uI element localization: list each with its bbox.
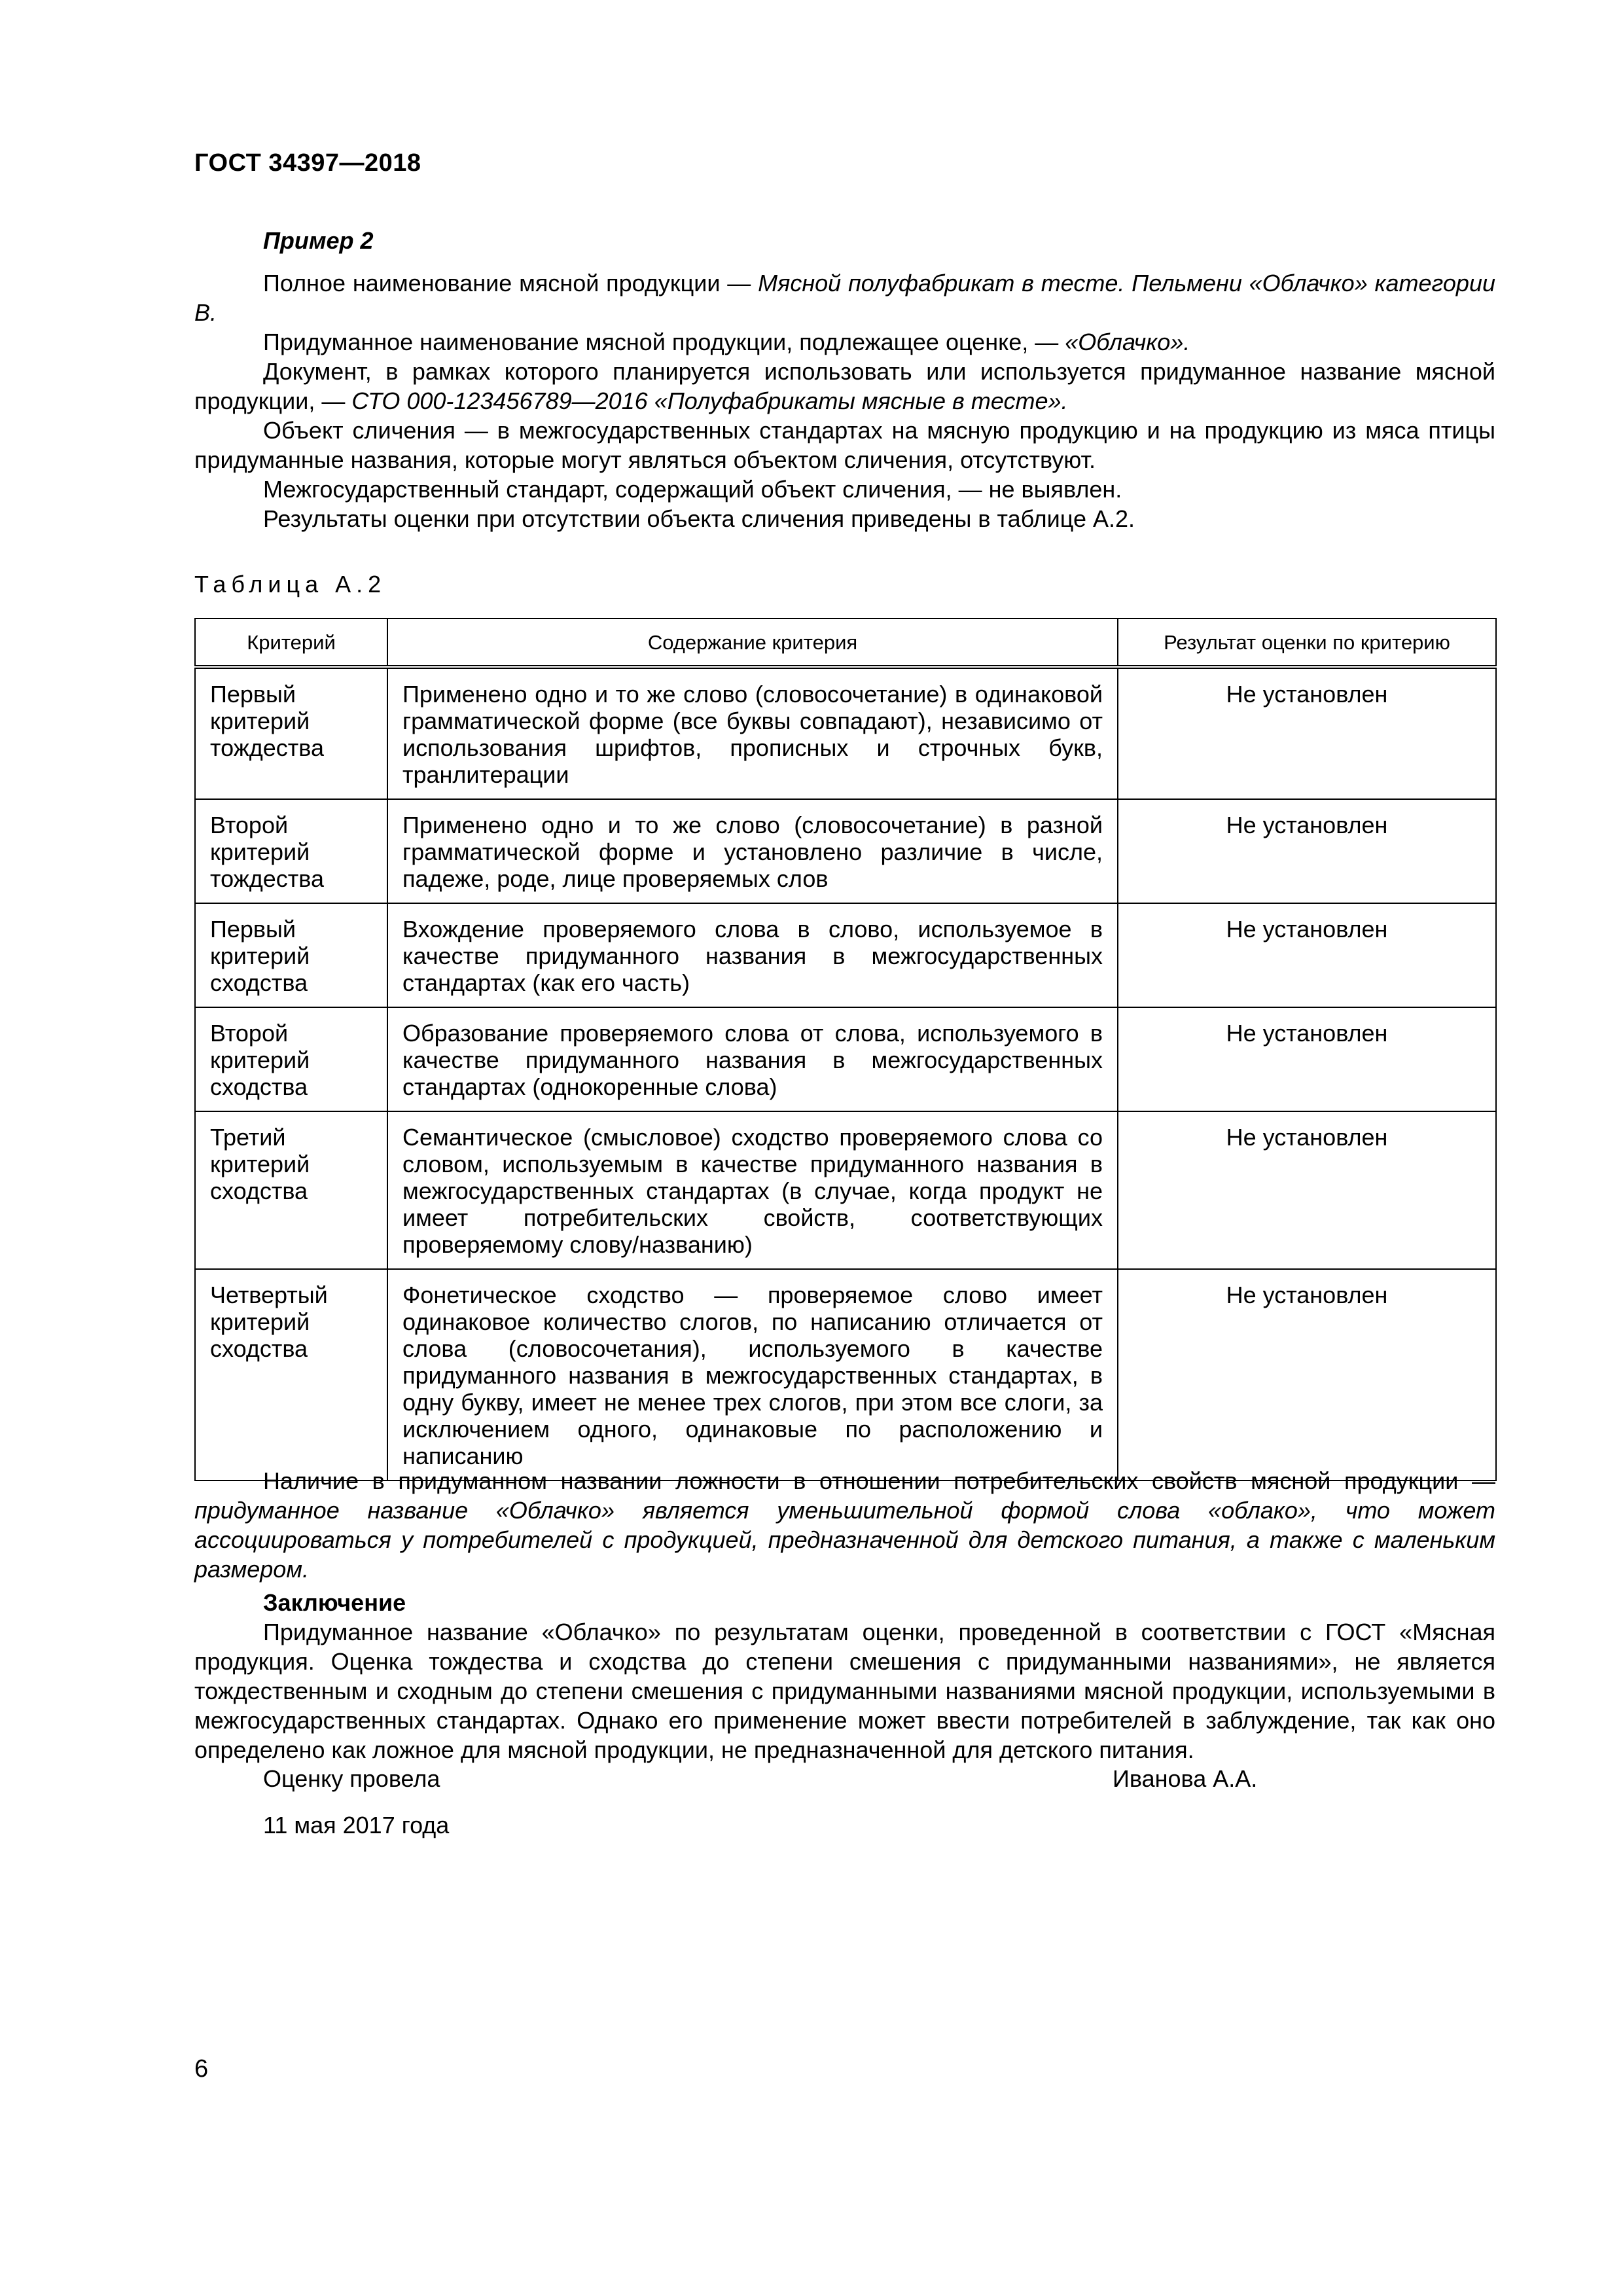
table-row (195, 1007, 1496, 1111)
table-row (195, 1111, 1496, 1269)
example-paragraph-3 (194, 357, 1495, 416)
p1-italic: Мясной полуфабрикат в тесте. Пельмени «Облачко» категории В. (194, 270, 1495, 326)
page-number: 6 (194, 2055, 209, 2083)
conclusion-heading: Заключение (263, 1589, 406, 1616)
conclusion-paragraph: Придуманное название «Облачко» по результатам оценки, проведенной в соответствии с ГОСТ «Мясная продукция. Оценка тождества и сходства до степени смешения с придуманными названиями», не является тождественным и сходным до степени смешения с придуманными названиями мясной продукции, используемыми в межгосударственных стандартах. Однако его применение может ввести потребителей в заблуждение, так как оно определено как ложное для мясной продукции, не предназначенной для детского питания. (194, 1619, 1495, 1763)
result-cell: Не установлен (1118, 1111, 1496, 1269)
header-content: Содержание критерия (387, 619, 1118, 667)
p3-italic: СТО 000-123456789—2016 «Полуфабрикаты мясные в тесте». (351, 387, 1068, 414)
criterion-cell: Четвертый критерий сходства (195, 1269, 387, 1480)
example-paragraph-5: Межгосударственный стандарт, содержащий объект сличения, — не выявлен. (263, 476, 1122, 503)
criterion-cell: Первый критерий тождества (195, 667, 387, 799)
table-row (195, 667, 1496, 799)
header-result: Результат оценки по критерию (1118, 619, 1496, 667)
p3-normal: Документ, в рамках которого планируется использовать или используется придуманное название мясной продукции, — (194, 358, 1495, 414)
result-cell: Не установлен (1118, 903, 1496, 1007)
result-cell: Не установлен (1118, 667, 1496, 799)
falsity-normal: Наличие в придуманном названии ложности в отношении потребительских свойств мясной продукции — (263, 1467, 1495, 1494)
content-cell: Семантическое (смысловое) сходство проверяемого слова со словом, используемым в качестве придуманного названия в межгосударственных стандартах (в случае, когда продукт не имеет потребительских свойств, соответствующих проверяемому слову/названию) (387, 1111, 1118, 1269)
p1-normal: Полное наименование мясной продукции — (263, 270, 758, 296)
content-cell: Образование проверяемого слова от слова, используемого в качестве придуманного названия в межгосударственных стандартах (однокоренные слова) (387, 1007, 1118, 1111)
falsity-paragraph (194, 1466, 1495, 1584)
content-cell: Вхождение проверяемого слова в слово, используемое в качестве придуманного названия в межгосударственных стандартах (как его часть) (387, 903, 1118, 1007)
falsity-italic: придуманное название «Облачко» является уменьшительной формой слова «облако», что может ассоциироваться у потребителей с продукцией, предназначенной для детского питания, а также с маленьким размером. (194, 1497, 1495, 1583)
example-heading: Пример 2 (263, 227, 374, 254)
signature-date: 11 мая 2017 года (263, 1812, 450, 1839)
document-header: ГОСТ 34397—2018 (194, 149, 421, 177)
p2-italic: «Облачко». (1065, 329, 1190, 355)
signature-name: Иванова А.А. (1113, 1765, 1258, 1792)
result-cell: Не установлен (1118, 1007, 1496, 1111)
content-cell: Применено одно и то же слово (словосочетание) в разной грамматической форме и установлено различие в числе, падеже, роде, лице проверяемых слов (387, 799, 1118, 903)
example-block (194, 226, 1495, 533)
example-paragraph-1 (194, 268, 1495, 327)
example-paragraph-6: Результаты оценки при отсутствии объекта сличения приведены в таблице А.2. (263, 505, 1135, 532)
p2-normal: Придуманное наименование мясной продукции, подлежащее оценке, — (263, 329, 1065, 355)
criterion-cell: Второй критерий тождества (195, 799, 387, 903)
example-paragraph-4: Объект сличения — в межгосударственных стандартах на мясную продукцию и на продукцию из мяса птицы придуманные названия, которые могут являться объектом сличения, отсутствуют. (194, 417, 1495, 473)
criterion-cell: Второй критерий сходства (195, 1007, 387, 1111)
result-cell: Не установлен (1118, 1269, 1496, 1480)
table-header-row (195, 619, 1496, 667)
table-row (195, 1269, 1496, 1480)
content-cell: Применено одно и то же слово (словосочетание) в одинаковой грамматической форме (все буквы совпадают), независимо от использования шрифтов, прописных и строчных букв, транлитерации (387, 667, 1118, 799)
criterion-cell: Первый критерий сходства (195, 903, 387, 1007)
content-cell: Фонетическое сходство — проверяемое слово имеет одинаковое количество слогов, по написанию отличается от слова (словосочетания), используемого в качестве придуманного названия в межгосударственных стандартах, в одну букву, имеет не менее трех слогов, при этом все слоги, за исключением одного, одинаковые по расположению и написанию (387, 1269, 1118, 1480)
table-caption: Таблица А.2 (194, 571, 387, 598)
after-table-block (194, 1466, 1495, 1765)
header-criterion: Критерий (195, 619, 387, 667)
signature-label: Оценку провела (263, 1765, 440, 1792)
criteria-table (194, 618, 1497, 1481)
result-cell: Не установлен (1118, 799, 1496, 903)
table-row (195, 903, 1496, 1007)
example-paragraph-2 (194, 327, 1495, 357)
table-row (195, 799, 1496, 903)
criterion-cell: Третий критерий сходства (195, 1111, 387, 1269)
